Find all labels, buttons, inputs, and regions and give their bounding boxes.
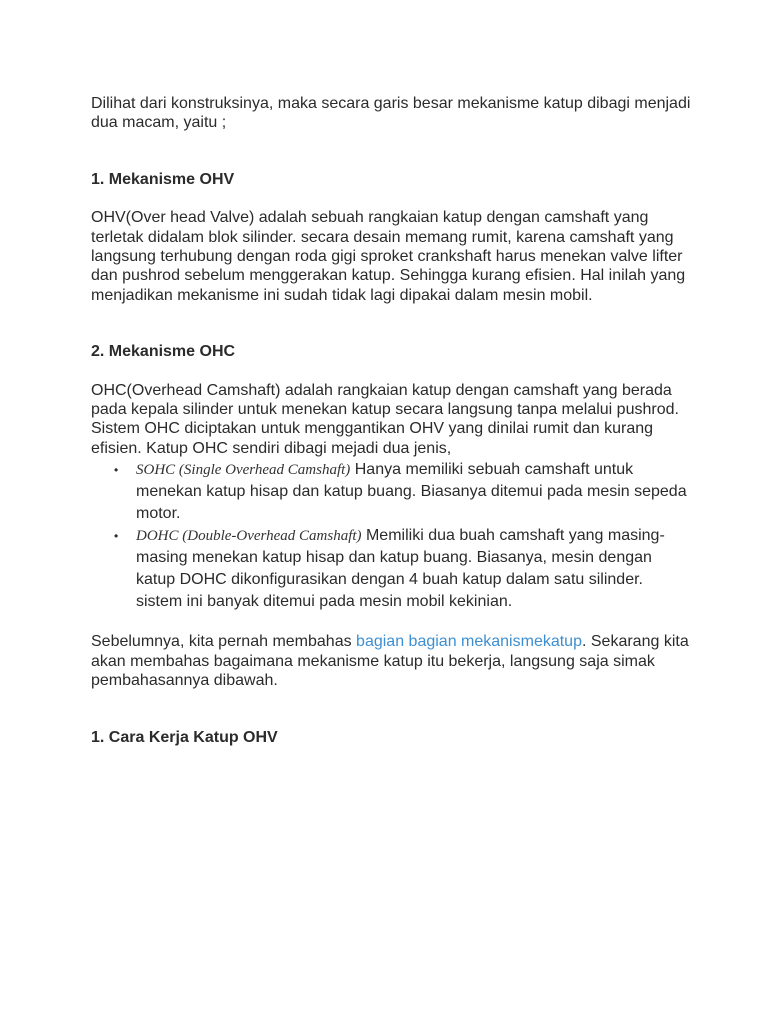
- sohc-description: Hanya memiliki sebuah camshaft untuk menekan katup hisap dan katup buang. Biasanya ditemui pada mesin sepeda motor.: [136, 461, 687, 523]
- list-item-dohc: [114, 525, 691, 613]
- ohv-paragraph: OHV(Over head Valve) adalah sebuah rangkaian katup dengan camshaft yang terletak didalam blok silinder. secara desain memang rumit, karena camshaft yang langsung terhubung dengan roda gigi sproket crankshaft harus menekan valve lifter dan pushrod sebelum menggerakan katup. Sehingga kurang efisien. Hal inilah yang menjadikan mekanisme ini sudah tidak lagi dipakai dalam mesin mobil.: [91, 209, 686, 304]
- dohc-term: DOHC (Double-Overhead Camshaft): [136, 528, 362, 545]
- dohc-description: Memiliki dua buah camshaft yang masing-masing menekan katup hisap dan katup buang. Biasanya, mesin dengan katup DOHC dikonfigurasikan dengan 4 buah katup dalam satu silinder. sistem ini banyak ditemui pada mesin mobil kekinian.: [136, 527, 665, 611]
- ohv-heading: 1. Mekanisme OHV: [91, 170, 235, 188]
- mekanisme-katup-link[interactable]: bagian bagian mekanismekatup: [356, 633, 582, 651]
- previous-paragraph: [91, 632, 691, 690]
- previous-text-before: Sebelumnya, kita pernah membahas: [91, 633, 357, 651]
- intro-paragraph: Dilihat dari konstruksinya, maka secara garis besar mekanisme katup dibagi menjadi dua macam, yaitu ;: [91, 95, 691, 132]
- previous-text-after: . Sekarang kita akan membahas bagaimana mekanisme katup itu bekerja, langsung saja simak pembahasannya dibawah.: [91, 633, 689, 690]
- sohc-term: SOHC (Single Overhead Camshaft): [136, 462, 351, 479]
- bullet-icon: •: [114, 463, 119, 478]
- ohc-type-list: [91, 459, 691, 613]
- ohc-heading: 2. Mekanisme OHC: [91, 343, 236, 361]
- bullet-icon: •: [114, 529, 119, 544]
- ohc-paragraph: OHC(Overhead Camshaft) adalah rangkaian katup dengan camshaft yang berada pada kepala silinder untuk menekan katup secara langsung tanpa melalui pushrod. Sistem OHC diciptakan untuk menggantikan OHV yang dinilai rumit dan kurang efisien. Katup OHC sendiri dibagi mejadi dua jenis,: [91, 381, 679, 457]
- cara-kerja-ohv-heading: 1. Cara Kerja Katup OHV: [91, 728, 278, 746]
- list-item-sohc: [114, 459, 691, 525]
- document-page: [91, 94, 691, 747]
